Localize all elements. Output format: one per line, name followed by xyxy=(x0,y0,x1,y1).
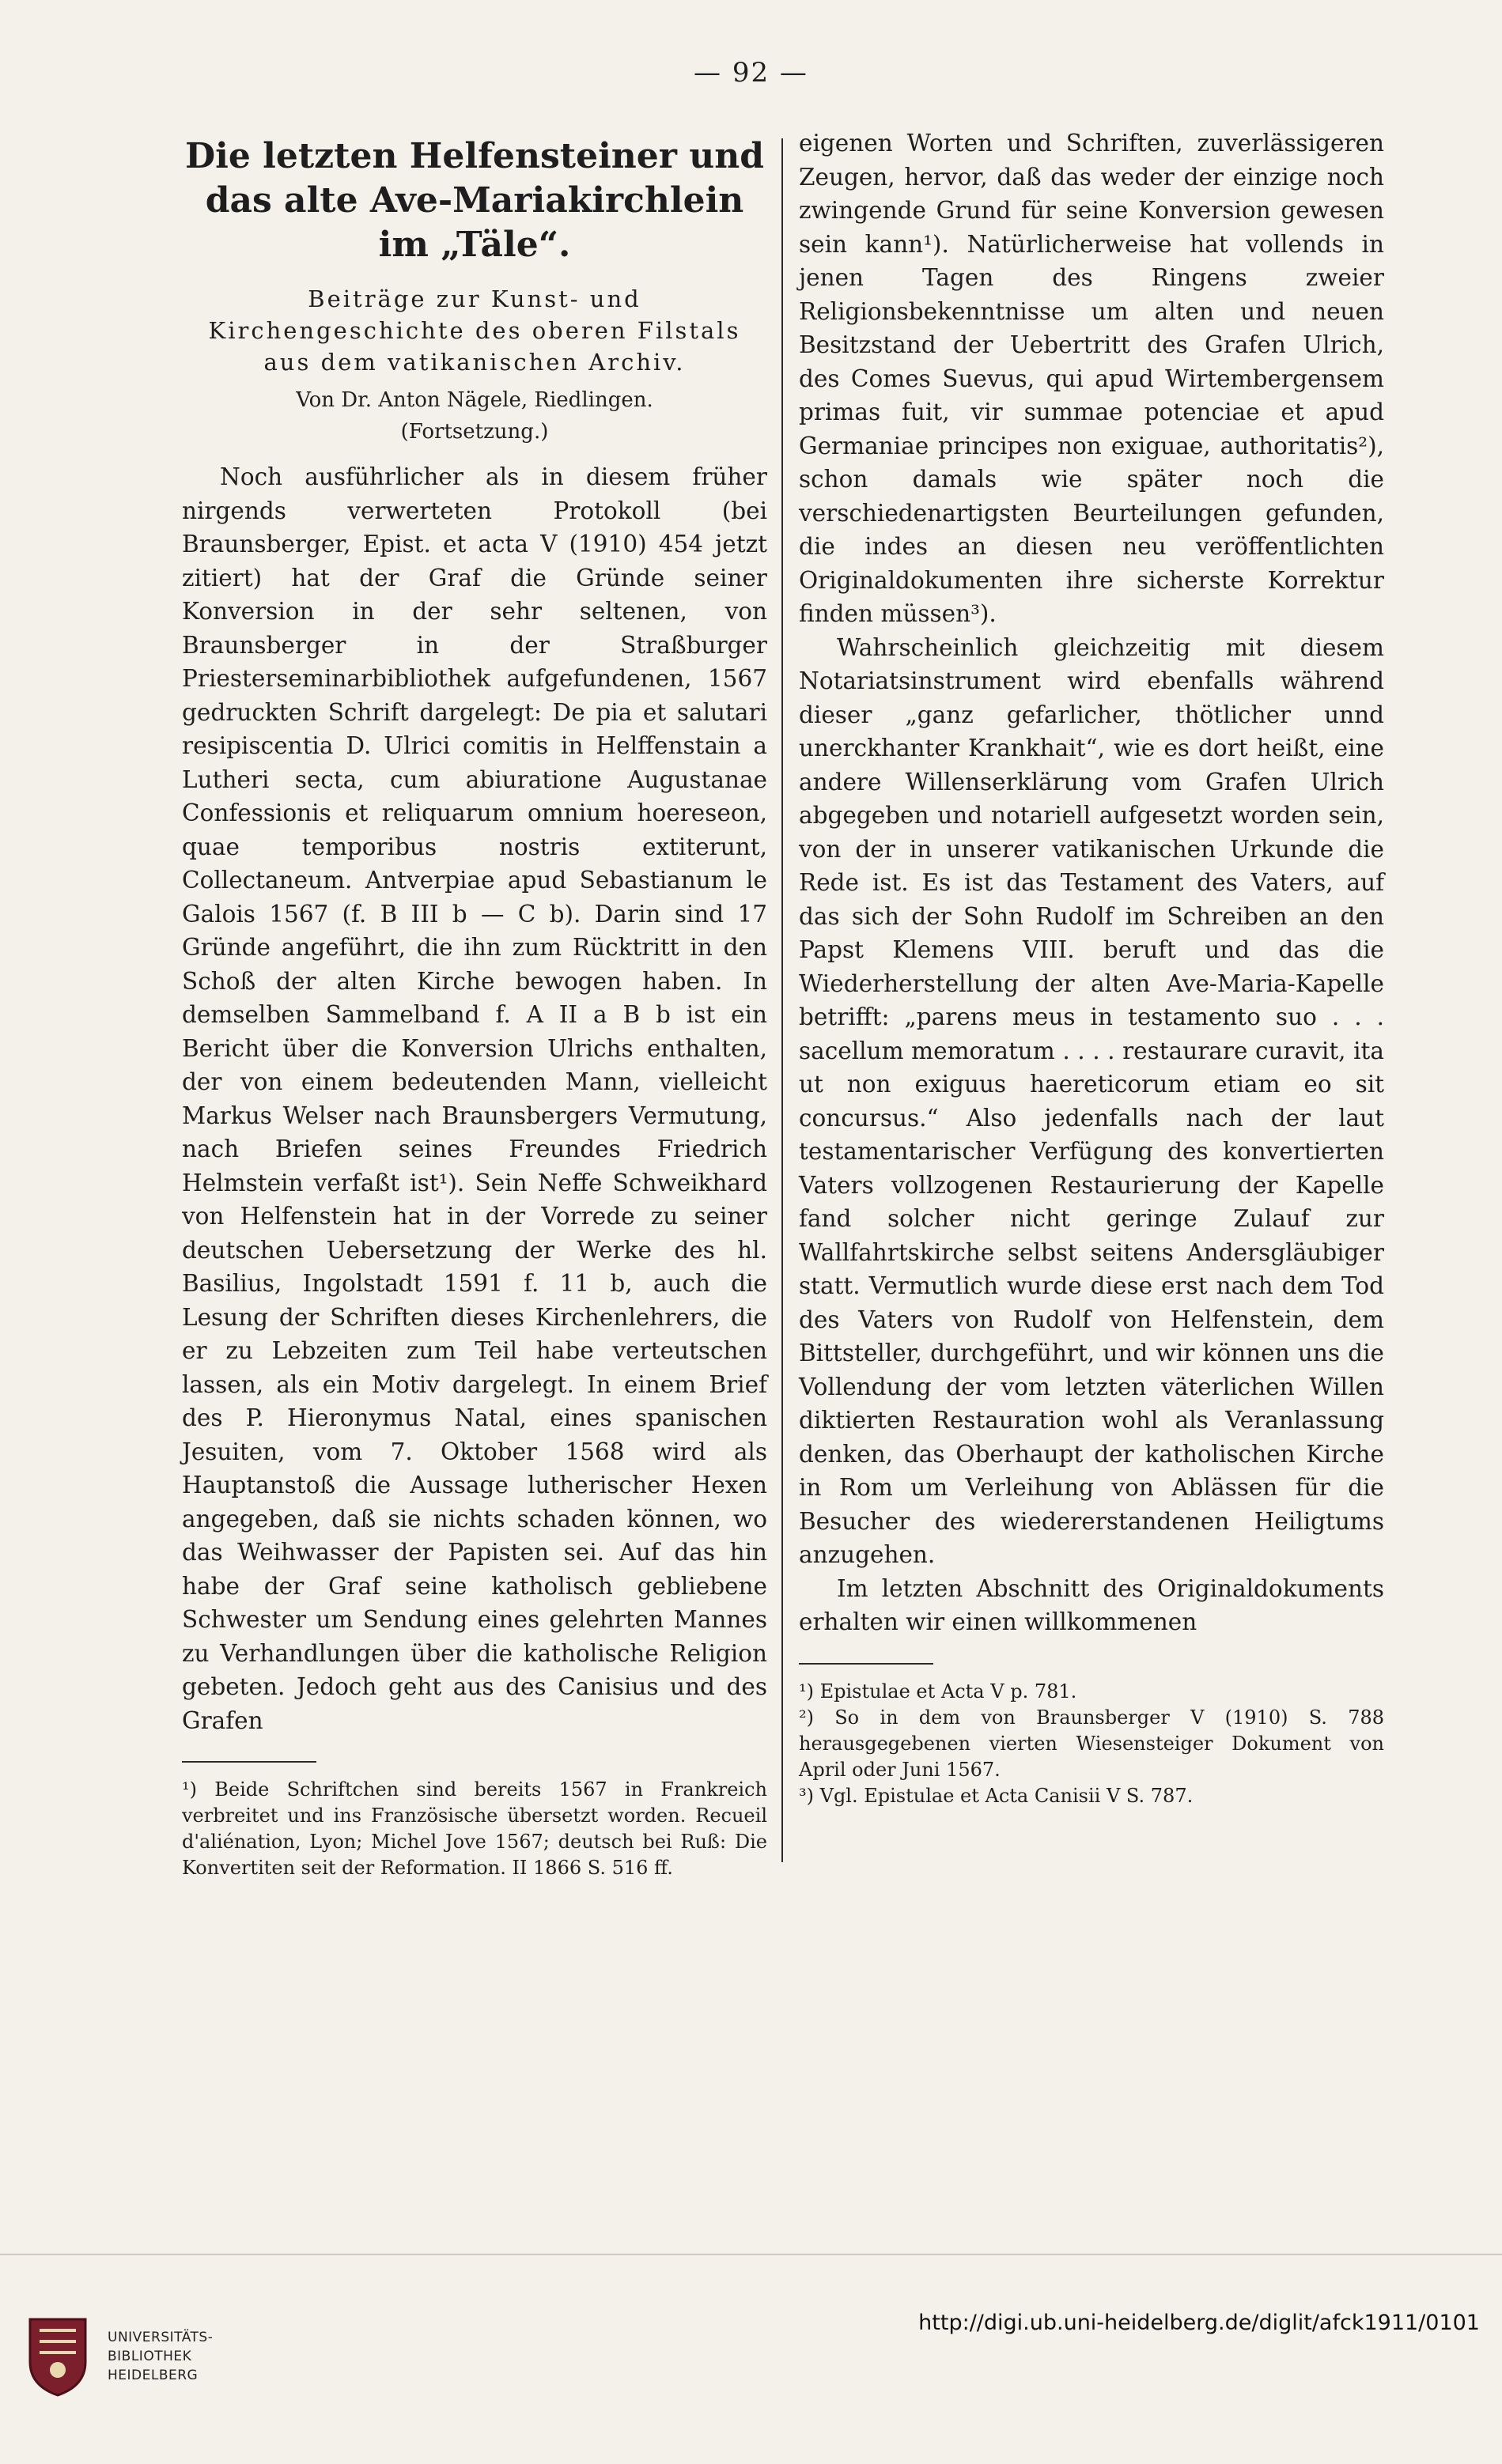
right-footnote-2: ²) So in dem von Braunsberger V (1910) S. 788 herausgegebenen vierten Wiesensteiger Dokument von April oder Juni 1567. xyxy=(799,1706,1384,1781)
right-footnote-3: ³) Vgl. Epistulae et Acta Canisii V S. 787. xyxy=(799,1784,1194,1807)
right-column xyxy=(799,127,1384,1809)
library-line-1: UNIVERSITÄTS- xyxy=(108,2330,214,2345)
library-line-3: HEIDELBERG xyxy=(108,2368,199,2383)
digitization-url[interactable]: http://digi.ub.uni-heidelberg.de/diglit/afck1911/0101 xyxy=(918,2311,1480,2335)
footer-separator xyxy=(0,2254,1502,2255)
left-column xyxy=(182,127,767,1881)
continuation-note: (Fortsetzung.) xyxy=(400,420,549,444)
left-paragraph-1: Noch ausführlicher als in diesem früher nirgends verwerteten Protokoll (bei Braunsberger, Epist. et acta V (1910) 454 jetzt zitiert) hat der Graf die Gründe seiner Konversion in der sehr seltenen, von Braunsberger in der Straßburger Priesterseminarbibliothek aufgefundenen, 1567 gedruckten Schrift dargelegt: De pia et salutari resipiscentia D. Ulrici comitis in Helffenstain a Lutheri secta, cum abiuratione Augustanae Confessionis et reliquarum omnium hoereseon, quae temporibus nostris extiterunt, Collectaneum. Antverpiae apud Sebastianum le Galois 1567 (f. B III b — C b). Darin sind 17 Gründe angeführt, die ihn zum Rücktritt in den Schoß der alten Kirche bewogen haben. In demselben Sammelband f. A II a B b ist ein Bericht über die Konversion Ulrichs enthalten, der von einem bedeutenden Mann, vielleicht Markus Welser nach Braunsbergers Vermutung, nach Briefen seines Freundes Friedrich Helmstein verfaßt ist¹). Sein Neffe Schweikhard von Helfenstein hat in der Vorrede zu seiner deutschen Uebersetzung der Werke des hl. Basilius, Ingolstadt 1591 f. 11 b, auch die Lesung der Schriften dieses Kirchenlehrers, die er zu Lebzeiten zum Teil habe verteutschen lassen, als ein Motiv dargelegt. In einem Brief des P. Hieronymus Natal, eines spanischen Jesuiten, vom 7. Oktober 1568 wird als Hauptanstoß die Aussage lutherischer Hexen angegeben, daß sie nichts schaden können, wo das Weihwasser der Papisten sei. Auf das hin habe der Graf seine katholisch gebliebene Schwester um Sendung eines gelehrten Mannes zu Verhandlungen über die katholische Religion gebeten. Jedoch geht aus des Canisius und des Grafen xyxy=(182,463,767,1734)
page-number: — 92 — xyxy=(694,57,808,89)
right-paragraph-1: eigenen Worten und Schriften, zuverlässigeren Zeugen, hervor, daß das weder der einzige noch zwingende Grund für seine Konversion gewesen sein kann¹). Natürlicherweise hat vollends in jenen Tagen des Ringens zweier Religionsbekenntnisse um alten und neuen Besitzstand der Uebertritt des Grafen Ulrich, des Comes Suevus, qui apud Wirtembergensem primas fuit, vir summae potenciae et apud Germaniae principes non exiguae, authoritatis²), schon damals wie später noch die verschiedenartigsten Beurteilungen gefunden, die indes an diesen neu veröffentlichten Originaldokumenten ihre sicherste Korrektur finden müssen³). xyxy=(799,130,1384,627)
article-subtitle: Beiträge zur Kunst- und Kirchengeschichte des oberen Filstals aus dem vatikanischen Archiv. xyxy=(208,285,741,376)
column-divider xyxy=(781,138,783,1862)
left-footnote-1: ¹) Beide Schriftchen sind bereits 1567 in Frankreich verbreitet und ins Französische übersetzt worden. Recueil d'aliénation, Lyon; Michel Jove 1567; deutsch bei Ruß: Die Konvertiten seit der Reformation. II 1866 S. 516 ff. xyxy=(182,1778,767,1879)
library-line-2: BIBLIOTHEK xyxy=(108,2349,192,2364)
footnote-rule xyxy=(799,1663,933,1665)
footnote-rule xyxy=(182,1761,316,1763)
library-logo xyxy=(22,2293,252,2420)
right-paragraph-2: Wahrscheinlich gleichzeitig mit diesem Notariatsinstrument wird ebenfalls während dieser „ganz gefarlicher, thötlicher unnd unerckhanter Krankhait“, wie es dort heißt, eine andere Willenserklärung vom Grafen Ulrich abgegeben und notariell aufgesetzt worden sein, von der in unserer vatikanischen Urkunde die Rede ist. Es ist das Testament des Vaters, auf das sich der Sohn Rudolf im Schreiben an den Papst Klemens VIII. beruft und das die Wiederherstellung der alten Ave-Maria-Kapelle betrifft: „parens meus in testamento suo . . . sacellum memoratum . . . . restaurare curavit, ita ut non exiguus haereticorum etiam eo sit concursus.“ Also jedenfalls nach der laut testamentarischer Verfügung des konvertierten Vaters vollzogenen Restaurierung der Kapelle fand solcher nicht geringe Zulauf zur Wallfahrtskirche selbst seitens Andersgläubiger statt. Vermutlich wurde diese erst nach dem Tod des Vaters von Rudolf von Helfenstein, dem Bittsteller, durchgeführt, und wir können uns die Vollendung der vom letzten väterlichen Willen diktierten Restauration wohl als Veranlassung denken, das Oberhaupt der katholischen Kirche in Rom um Verleihung von Ablässen für die Besucher des wiedererstandenen Heiligtums anzugehen. xyxy=(799,633,1384,1568)
university-seal-icon xyxy=(22,2313,93,2400)
right-footnote-1: ¹) Epistulae et Acta V p. 781. xyxy=(799,1680,1077,1703)
article-title: Die letzten Helfensteiner und das alte Ave-Mariakirchlein im „Täle“. xyxy=(184,136,765,265)
library-name xyxy=(108,2328,213,2385)
right-paragraph-3: Im letzten Abschnitt des Originaldokuments erhalten wir einen willkommenen xyxy=(799,1574,1384,1635)
article-author: Von Dr. Anton Nägele, Riedlingen. xyxy=(296,388,653,412)
